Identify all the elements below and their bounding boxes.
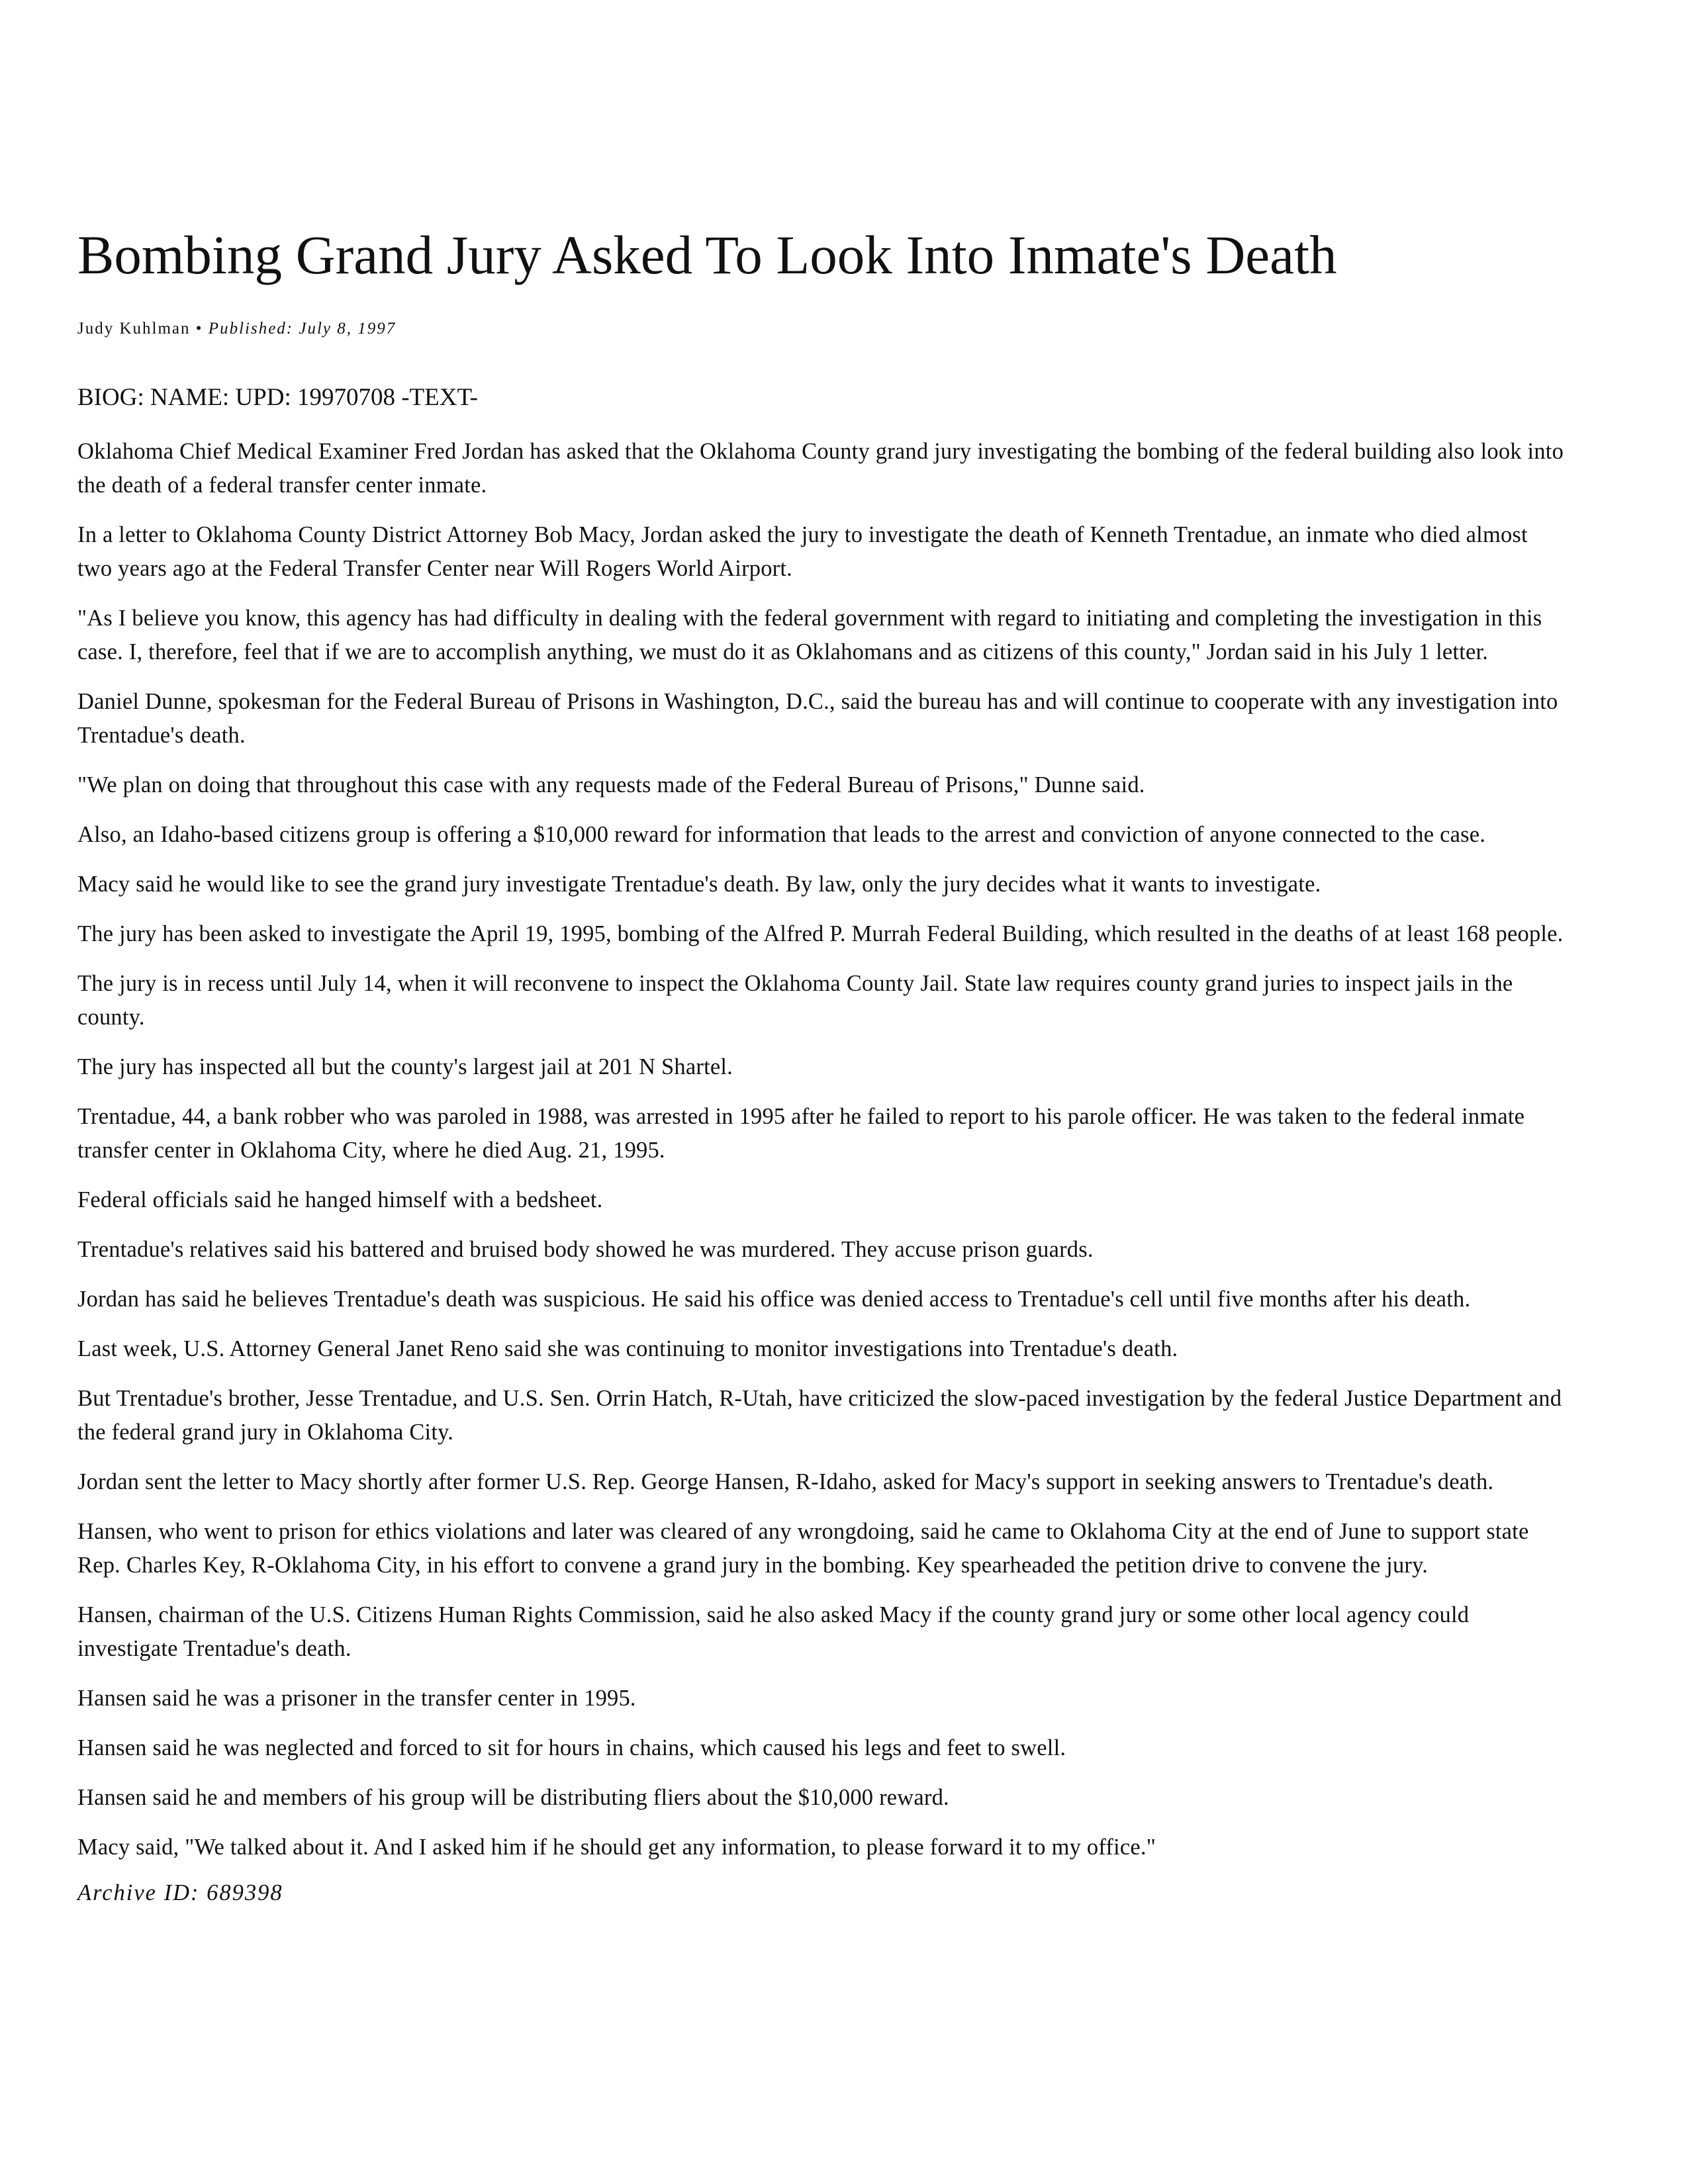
byline [77,320,1567,338]
article-body [77,435,1567,1864]
paragraph: Last week, U.S. Attorney General Janet Reno said she was continuing to monitor investigations into Trentadue's death. [77,1336,1178,1362]
paragraph: Macy said, "We talked about it. And I asked him if he should get any information, to please forward it to my office." [77,1835,1156,1860]
paragraph: Hansen said he was neglected and forced to sit for hours in chains, which caused his legs and feet to swell. [77,1735,1066,1761]
archive-id: Archive ID: 689398 [77,1880,283,1906]
author: Judy Kuhlman [77,320,191,338]
paragraph: The jury has been asked to investigate the April 19, 1995, bombing of the Alfred P. Murrah Federal Building, which resulted in the deaths of at least 168 people. [77,921,1564,947]
paragraph: Jordan has said he believes Trentadue's death was suspicious. He said his office was denied access to Trentadue's cell until five months after his death. [77,1287,1471,1312]
paragraph: The jury is in recess until July 14, when it will reconvene to inspect the Oklahoma County Jail. State law requires county grand juries to inspect jails in the county. [77,971,1513,1030]
paragraph: The jury has inspected all but the county's largest jail at 201 N Shartel. [77,1054,733,1080]
paragraph: Hansen said he and members of his group will be distributing fliers about the $10,000 reward. [77,1785,949,1811]
paragraph: Jordan sent the letter to Macy shortly after former U.S. Rep. George Hansen, R-Idaho, asked for Macy's support in seeking answers to Trentadue's death. [77,1469,1494,1495]
paragraph: Macy said he would like to see the grand jury investigate Trentadue's death. By law, only the jury decides what it wants to investigate. [77,872,1321,897]
paragraph: "We plan on doing that throughout this case with any requests made of the Federal Bureau of Prisons," Dunne said. [77,772,1145,798]
headline: Bombing Grand Jury Asked To Look Into Inmate's Death [77,224,1337,285]
paragraph: Trentadue, 44, a bank robber who was paroled in 1988, was arrested in 1995 after he failed to report to his parole officer. He was taken to the federal inmate transfer center in Oklahoma City, where he died Aug. 21, 1995. [77,1104,1525,1163]
biog-line: BIOG: NAME: UPD: 19970708 -TEXT- [77,384,479,412]
published-date: Published: July 8, 1997 [208,320,397,338]
paragraph: In a letter to Oklahoma County District Attorney Bob Macy, Jordan asked the jury to investigate the death of Kenneth Trentadue, an inmate who died almost two years ago at the Federal Transfer Center near Will Rogers World Airport. [77,522,1528,582]
paragraph: Trentadue's relatives said his battered and bruised body showed he was murdered. They accuse prison guards. [77,1237,1094,1263]
paragraph: "As I believe you know, this agency has had difficulty in dealing with the federal government with regard to initiating and completing the investigation in this case. I, therefore, feel that if we are to accomplish anything, we must do it as Oklahomans and as citizens of this county," Jordan said in his July 1 letter. [77,606,1542,665]
paragraph: Oklahoma Chief Medical Examiner Fred Jordan has asked that the Oklahoma County grand jury investigating the bombing of the federal building also look into the death of a federal transfer center inmate. [77,439,1564,498]
paragraph: Hansen, chairman of the U.S. Citizens Human Rights Commission, said he also asked Macy if the county grand jury or some other local agency could investigate Trentadue's death. [77,1602,1470,1662]
paragraph: Also, an Idaho-based citizens group is offering a $10,000 reward for information that leads to the arrest and conviction of anyone connected to the case. [77,822,1486,848]
paragraph: Daniel Dunne, spokesman for the Federal Bureau of Prisons in Washington, D.C., said the bureau has and will continue to cooperate with any investigation into Trentadue's death. [77,689,1558,749]
paragraph: But Trentadue's brother, Jesse Trentadue, and U.S. Sen. Orrin Hatch, R-Utah, have criticized the slow-paced investigation by the federal Justice Department and the federal grand jury in Oklahoma City. [77,1386,1562,1445]
paragraph: Federal officials said he hanged himself with a bedsheet. [77,1187,603,1213]
article [77,225,1567,1906]
byline-separator: • [190,320,209,338]
paragraph: Hansen said he was a prisoner in the transfer center in 1995. [77,1686,636,1711]
paragraph: Hansen, who went to prison for ethics violations and later was cleared of any wrongdoing, said he came to Oklahoma City at the end of June to support state Rep. Charles Key, R-Oklahoma City, in his effort to convene a grand jury in the bombing. Key spearheaded the petition drive to convene the jury. [77,1519,1529,1578]
